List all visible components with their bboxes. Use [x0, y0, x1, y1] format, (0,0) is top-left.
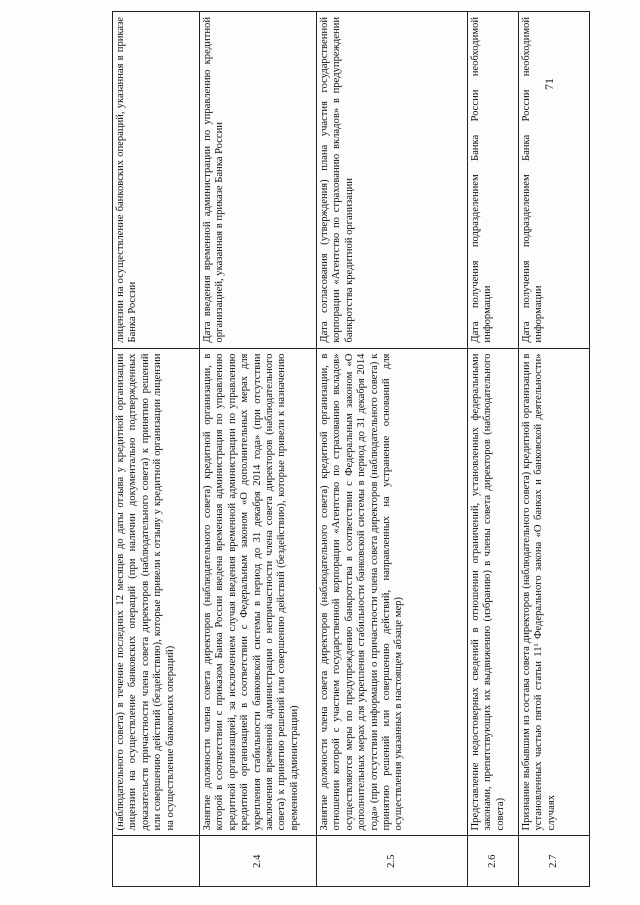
criterion-text: Признание выбывшим из состава совета директоров (наблюдательного совета) кредитной организации в установленных частью пятой статьи 11¹ Федерального закона «О банках и банковской деятельности» случаях — [519, 348, 590, 836]
criterion-text: (наблюдательного совета) в течение последних 12 месяцев до даты отзыва у кредитной организации лицензии на осуществление банковских операций (при наличии документально подтвержденных доказательств причастности члена совета директоров (наблюдательного совета) к принятию решений или совершению действий (бездействию), которые привели к отзыву у кредитной организации лицензии на осуществление банковских операций) — [113, 348, 200, 836]
row-number: 2.5 — [317, 836, 468, 887]
criteria-table — [112, 11, 590, 887]
row-number: 2.7 — [519, 836, 590, 887]
date-text: Дата получения подразделением Банка России необходимой информации — [519, 12, 590, 349]
page-number: 71 — [542, 78, 556, 90]
date-text: Дата согласования (утверждения) плана участия государственной корпорации «Агентство по страхованию вкладов» в предупреждении банкротства кредитной организации — [317, 12, 468, 349]
date-text: Дата введения временной администрации по управлению кредитной организацией, указанная в приказе Банка России — [200, 12, 317, 349]
table-row — [113, 12, 200, 887]
table-row — [468, 12, 519, 887]
table-row — [317, 12, 468, 887]
row-number — [113, 836, 200, 887]
criterion-text: Занятие должности члена совета директоров (наблюдательного совета) кредитной организации, в отношении которой с участием государственной корпорации «Агентство по страхованию вкладов» осуществляются меры по предупреждению банкротства в соответствии с Федеральным законом «О дополнительных мерах для укрепления стабильности банковской системы в период до 31 декабря 2014 года» (при отсутствии информации о причастности члена совета директоров (наблюдательного совета) к принятию решений или совершению действий, направленных на устранение оснований для осуществления указанных в настоящем абзаце мер) — [317, 348, 468, 836]
date-text: Дата получения подразделением Банка России необходимой информации — [468, 12, 519, 349]
table-row — [200, 12, 317, 887]
date-text: лицензии на осуществление банковских операций, указанная в приказе Банка России — [113, 12, 200, 349]
row-number: 2.6 — [468, 836, 519, 887]
row-number: 2.4 — [200, 836, 317, 887]
criterion-text: Представление недостоверных сведений в отношении ограничений, установленных федеральными законами, препятствующих их выдвижению (избранию) в члены совета директоров (наблюдательного совета) — [468, 348, 519, 836]
table-row — [519, 12, 590, 887]
criterion-text: Занятие должности члена совета директоров (наблюдательного совета) кредитной организации, в которой в соответствии с приказом Банка России введена временная администрация по управлению кредитной организацией, за исключением случая введения временной администрации по управлению кредитной организацией в соответствии с Федеральным законом «О дополнительных мерах для укрепления стабильности банковской системы в период до 31 декабря 2014 года» (при отсутствии заключения временной администрации о непричастности члена совета директоров (наблюдательного совета) к принятию решений или совершению действий (бездействию), которые привели к назначению временной администрации) — [200, 348, 317, 836]
